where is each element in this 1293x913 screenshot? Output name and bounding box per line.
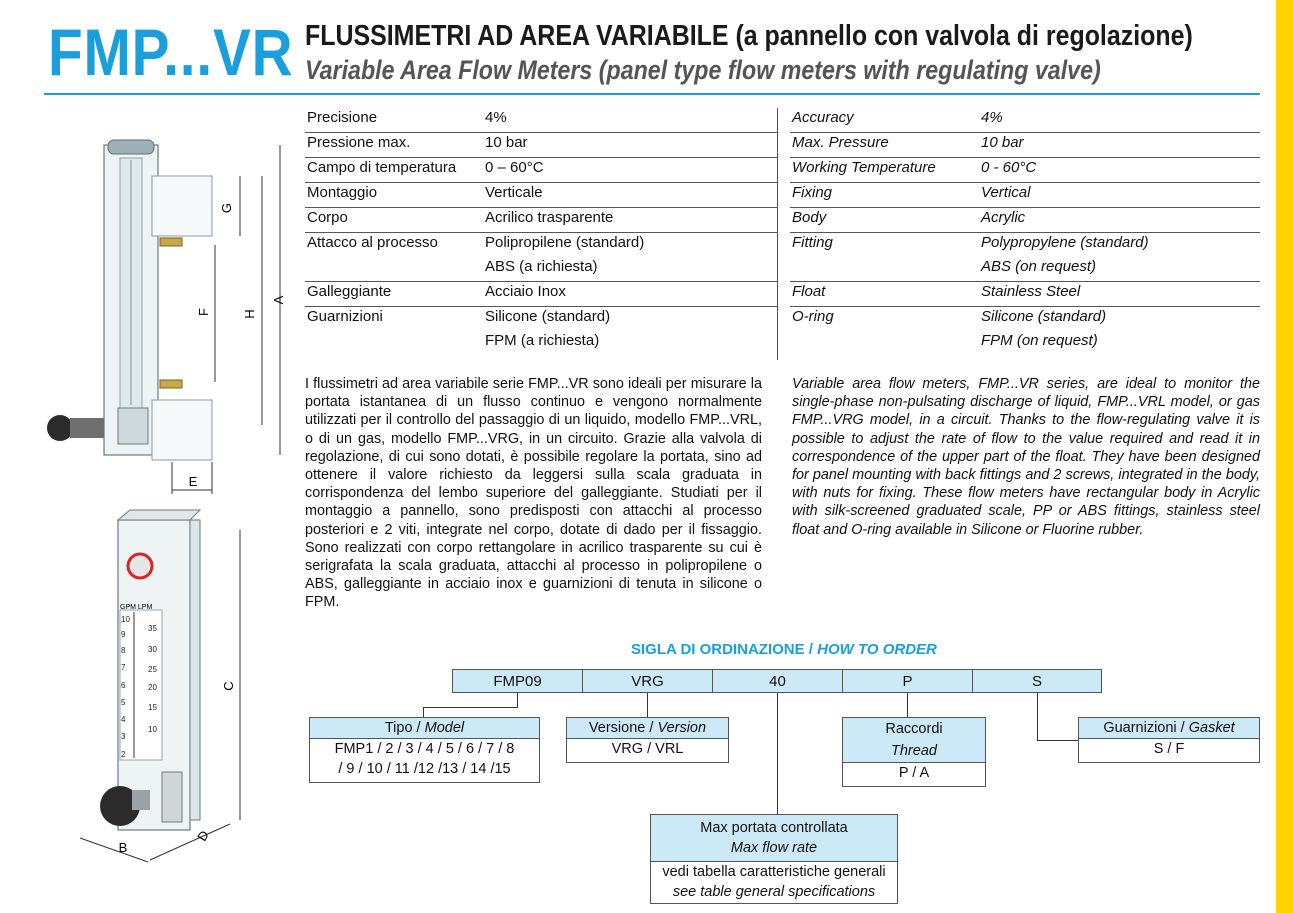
gasket-box: Guarnizioni / Gasket S / F: [1078, 717, 1260, 763]
code-cell-gasket: S: [972, 669, 1102, 693]
spec-row: Attacco al processo Polipropilene (standard): [307, 234, 645, 251]
spec-row: Accuracy 4%: [790, 108, 1260, 133]
dim-label-g: G: [219, 202, 234, 214]
flowmeter-drawing: [30, 100, 305, 913]
gasket-options: S / F: [1153, 741, 1185, 757]
spec-row: Body Acrylic: [790, 208, 1260, 233]
scale-gpm-9: 9: [121, 630, 126, 639]
thread-box: Raccordi Thread P / A: [842, 717, 986, 787]
spec-table-english: [790, 108, 1260, 355]
spec-row: Montaggio Verticale: [305, 183, 777, 208]
description-english: Variable area flow meters, FMP...VR series, are ideal to monitor the single-phase non-pulsating discharge of liquid, FMP...VRL model, or gas FMP...VRG model, in a circuit. Thanks to the flow-regulating valve it is possible to adjust the rate of flow to the value required and read it in correspondence of the upper part of the float. They have been designed for panel mounting with back fittings and 2 screws, integrated in the body, with nuts for fixing. These flow meters have rectangular body in Acrylic with silk-screened graduated scale, PP or ABS fittings, stainless steel float and O-ring available in Silicone or Fluorine rubber.: [792, 376, 1260, 538]
model-code: FMP...VR: [48, 15, 294, 89]
dim-label-d: D: [194, 827, 212, 844]
page-title-english: Variable Area Flow Meters (panel type flow meters with regulating valve): [305, 55, 1101, 85]
scale-gpm-2: 2: [121, 750, 126, 759]
dim-label-a: A: [271, 295, 286, 305]
thread-options: P / A: [898, 765, 930, 781]
order-title: SIGLA DI ORDINAZIONE / HOW TO ORDER: [631, 641, 937, 658]
scale-lpm-15: 15: [148, 703, 157, 712]
scale-lpm-30: 30: [148, 645, 157, 654]
spec-row: Fixing Vertical: [790, 183, 1260, 208]
spec-row: Pressione max. 10 bar: [305, 133, 777, 158]
scale-lpm-25: 25: [148, 665, 157, 674]
side-accent-bar: [1276, 0, 1293, 913]
code-cell-flow: 40: [712, 669, 843, 693]
spec-row: ABS (on request): [790, 257, 1260, 282]
spec-row: Max. Pressure 10 bar: [790, 133, 1260, 158]
scale-gpm-5: 5: [121, 698, 126, 707]
scale-gpm-3: 3: [121, 732, 126, 741]
connector-line: [423, 707, 518, 708]
version-box: Versione / Version VRG / VRL: [566, 717, 729, 763]
version-options: VRG / VRL: [611, 741, 684, 757]
connector-line: [1037, 740, 1078, 741]
dim-label-c: C: [221, 681, 236, 691]
dim-label-b: B: [118, 840, 128, 855]
code-cell-version: VRG: [582, 669, 713, 693]
connector-line: [1037, 693, 1038, 741]
connector-line: [647, 693, 648, 718]
code-cell-thread: P: [842, 669, 973, 693]
spec-row: Guarnizioni Silicone (standard): [307, 308, 611, 325]
spec-row: Galleggiante Acciaio Inox: [305, 282, 777, 307]
spec-row: Corpo Acrilico trasparente: [305, 208, 777, 233]
spec-row: ABS (a richiesta): [305, 257, 777, 282]
spec-column-divider: [777, 108, 778, 360]
spec-row: Fitting Polypropylene (standard): [792, 234, 1149, 251]
model-box: Tipo / Model FMP1 / 2 / 3 / 4 / 5 / 6 / 7 / 8 / 9 / 10 / 11 /12 /13 / 14 /15: [309, 717, 540, 783]
model-options-line2: / 9 / 10 / 11 /12 /13 / 14 /15: [338, 761, 511, 777]
scale-gpm-6: 6: [121, 681, 126, 690]
scale-lpm-35: 35: [148, 624, 157, 633]
model-options-line1: FMP1 / 2 / 3 / 4 / 5 / 6 / 7 / 8: [334, 741, 515, 757]
connector-line: [777, 693, 778, 814]
scale-gpm-7: 7: [121, 663, 126, 672]
description-italian: I flussimetri ad area variabile serie FMP...VR sono ideali per misurare la portata istantanea di un flusso continuo e vengono normalmente utilizzati per il controllo del passaggio di un liquido, modello FMP...VRL, o di un gas, modello FMP...VRG, in un circuito. Grazie alla valvola di regolazione, di cui sono dotati, è possibile regolare la portata, sino ad ottenere il valore richiesto da leggersi sulla scala graduata in corrispondenza del lembo superiore del galleggiante. Studiati per il montaggio a pannello, sono predisposti con attacchi al processo posteriori e 2 viti, integrate nel corpo, dotate di dado per il fissaggio. Sono realizzati con corpo rettangolare in acrilico trasparente su cui è serigrafata la scala graduata, attacchi al processo in polipropilene o ABS, galleggiante in acciaio inox e guarnizioni di tenuta in silicone o FPM.: [305, 376, 762, 611]
spec-row: Campo di temperatura 0 – 60°C: [305, 158, 777, 183]
scale-header: GPM LPM: [120, 604, 153, 611]
spec-row: FPM (on request): [981, 332, 1098, 349]
scale-gpm-8: 8: [121, 646, 126, 655]
scale-lpm-10: 10: [148, 725, 157, 734]
dim-label-h: H: [242, 309, 257, 319]
spec-table-italian: [305, 108, 777, 355]
scale-gpm-4: 4: [121, 715, 126, 724]
spec-row: Precisione 4%: [305, 108, 777, 133]
dim-label-e: E: [188, 474, 198, 489]
connector-line: [907, 693, 908, 718]
header-divider: [44, 93, 1260, 95]
scale-gpm-10: 10: [121, 615, 130, 624]
page-title-italian: FLUSSIMETRI AD AREA VARIABILE (a pannello con valvola di regolazione): [305, 20, 1193, 52]
spec-row: FPM (a richiesta): [485, 332, 600, 349]
scale-lpm-20: 20: [148, 683, 157, 692]
spec-row: Working Temperature 0 - 60°C: [790, 158, 1260, 183]
code-cell-model: FMP09: [452, 669, 583, 693]
dim-label-f: F: [196, 308, 211, 316]
connector-line: [517, 693, 518, 708]
spec-row: Float Stainless Steel: [790, 282, 1260, 307]
flow-rate-box: Max portata controllata Max flow rate vedi tabella caratteristiche generali see table general specifications: [650, 814, 898, 904]
spec-row: O-ring Silicone (standard): [792, 308, 1107, 325]
